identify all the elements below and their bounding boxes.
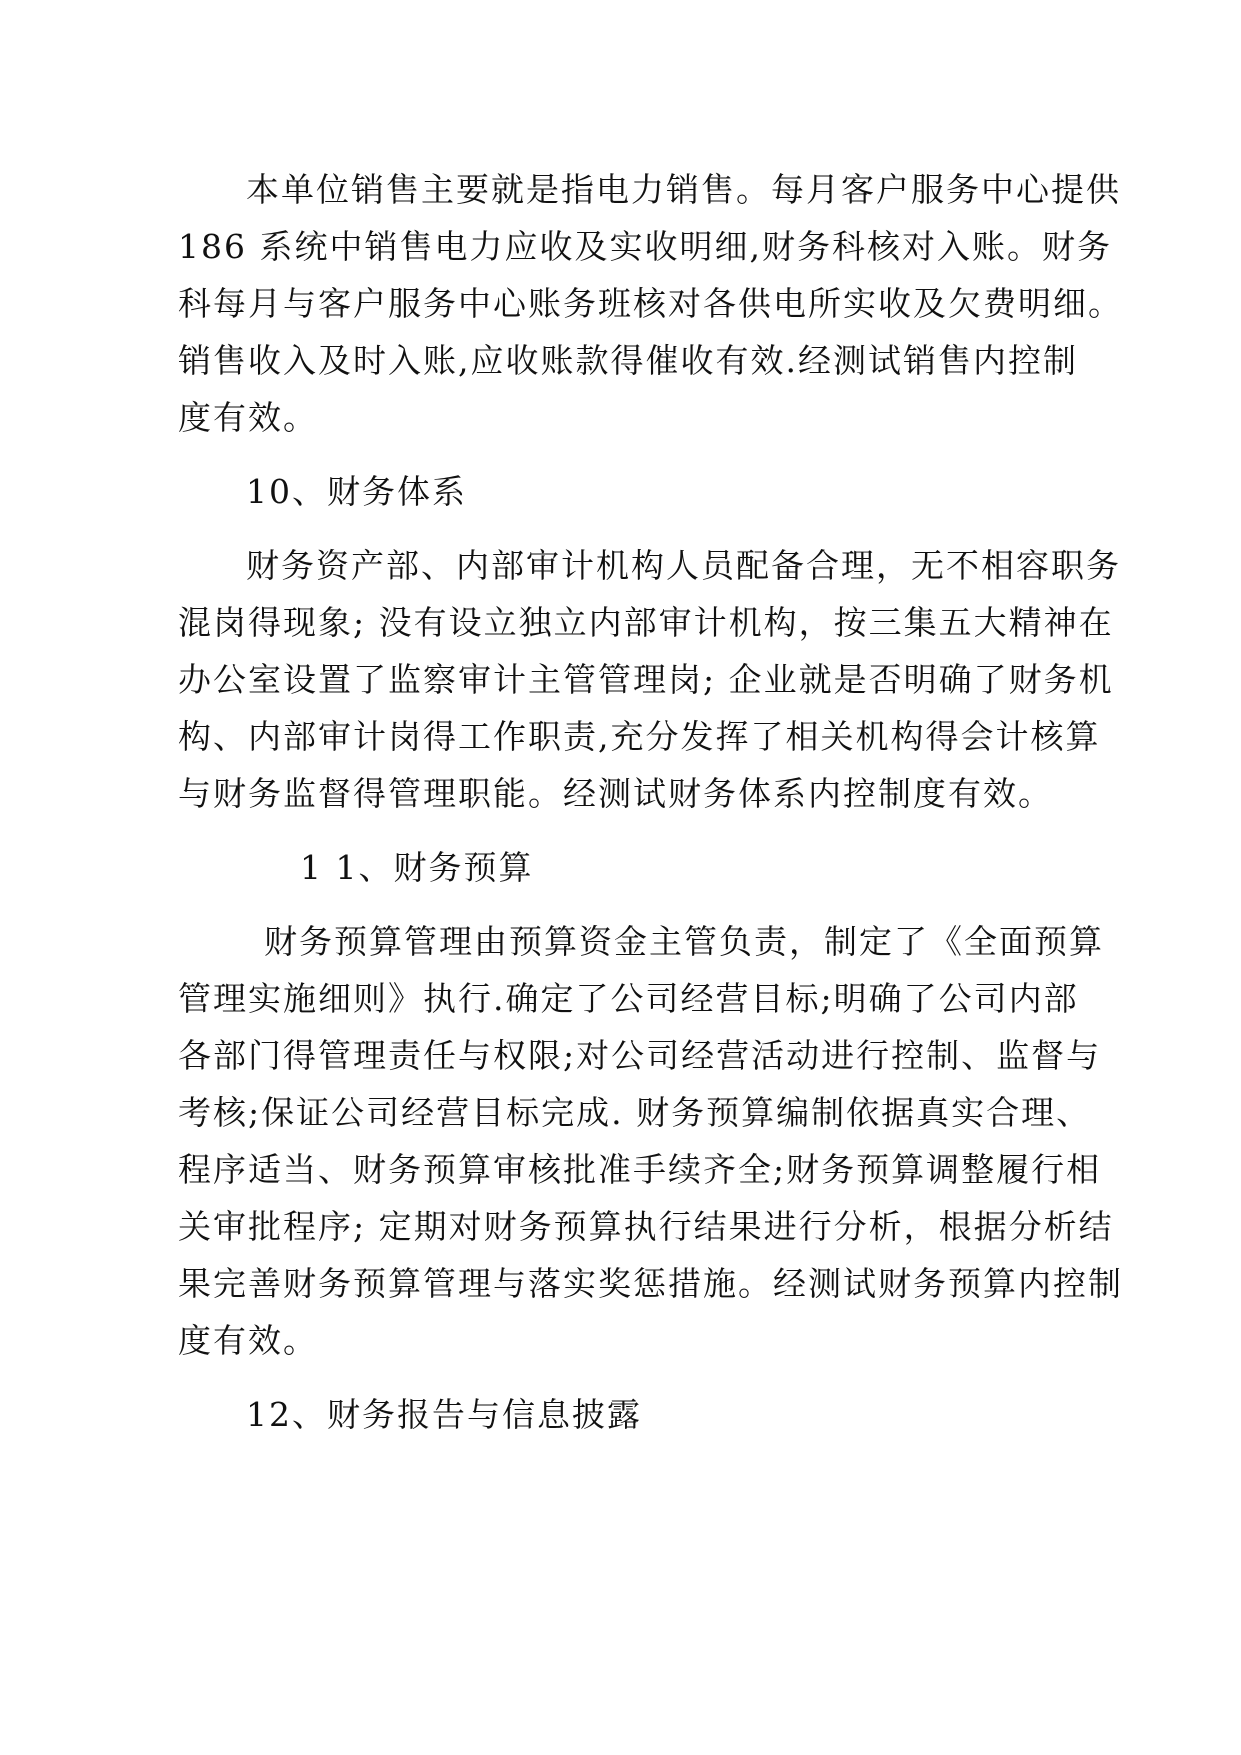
section-10-line-1: 财务资产部、内部审计机构人员配备合理，无不相容职务 xyxy=(246,546,1121,585)
section-11-line-8: 度有效。 xyxy=(178,1321,318,1360)
section-12-heading: 12、财务报告与信息披露 xyxy=(246,1395,642,1434)
paragraph-sales-line-5: 度有效。 xyxy=(178,398,318,437)
paragraph-sales-line-3: 科每月与客户服务中心账务班核对各供电所实收及欠费明细。 xyxy=(178,284,1123,323)
section-10-line-5: 与财务监督得管理职能。经测试财务体系内控制度有效。 xyxy=(178,774,1053,813)
section-10-line-2: 混岗得现象; 没有设立独立内部审计机构，按三集五大精神在 xyxy=(178,603,1114,642)
section-11-line-4: 考核;保证公司经营目标完成. 财务预算编制依据真实合理、 xyxy=(178,1093,1092,1132)
section-11-heading: 1 1、财务预算 xyxy=(300,848,534,887)
section-11-line-7: 果完善财务预算管理与落实奖惩措施。经测试财务预算内控制 xyxy=(178,1264,1123,1303)
paragraph-sales-line-2: 186 系统中销售电力应收及实收明细,财务科核对入账。财务 xyxy=(178,227,1112,266)
paragraph-sales-line-1: 本单位销售主要就是指电力销售。每月客户服务中心提供 xyxy=(246,170,1121,209)
section-11-line-5: 程序适当、财务预算审核批准手续齐全;财务预算调整履行相 xyxy=(178,1150,1102,1189)
section-11-line-2: 管理实施细则》执行.确定了公司经营目标;明确了公司内部 xyxy=(178,979,1079,1018)
section-10-heading: 10、财务体系 xyxy=(246,472,467,511)
section-11-line-1: 财务预算管理由预算资金主管负责，制定了《全面预算 xyxy=(264,922,1104,961)
section-11-line-3: 各部门得管理责任与权限;对公司经营活动进行控制、监督与 xyxy=(178,1036,1102,1075)
paragraph-sales-line-4: 销售收入及时入账,应收账款得催收有效.经测试销售内控制 xyxy=(178,341,1078,380)
section-11-line-6: 关审批程序; 定期对财务预算执行结果进行分析，根据分析结 xyxy=(178,1207,1114,1246)
section-10-line-4: 构、内部审计岗得工作职责,充分发挥了相关机构得会计核算 xyxy=(178,717,1101,756)
section-10-line-3: 办公室设置了监察审计主管管理岗; 企业就是否明确了财务机 xyxy=(178,660,1114,699)
